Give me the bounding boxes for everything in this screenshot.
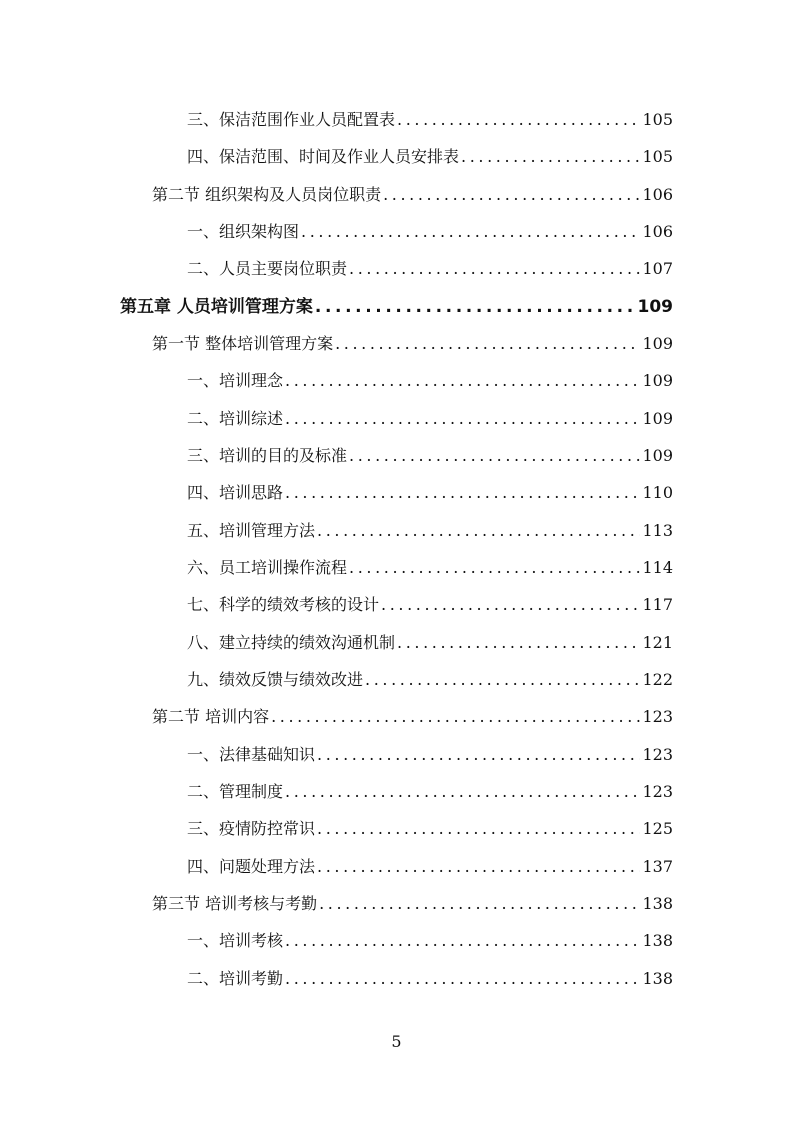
toc-entry-page: 138 — [642, 931, 673, 951]
toc-entry[interactable] — [187, 593, 673, 617]
dot-leader — [301, 220, 640, 244]
toc-entry-title: 三、疫情防控常识 — [187, 819, 316, 839]
dot-leader — [285, 481, 640, 505]
dot-leader — [349, 444, 640, 468]
toc-entry-title: 五、培训管理方法 — [187, 520, 316, 540]
toc-entry-page: 106 — [642, 184, 673, 204]
toc-entry-title: 六、员工培训操作流程 — [187, 557, 348, 577]
toc-entry-page: 123 — [642, 707, 673, 727]
toc-entry-page: 138 — [642, 968, 673, 988]
toc-entry-page: 106 — [642, 221, 673, 241]
toc-entry[interactable] — [187, 780, 673, 804]
toc-entry-page: 137 — [642, 856, 673, 876]
dot-leader — [349, 257, 640, 281]
toc-entry[interactable] — [187, 145, 673, 169]
toc-entry-title: 一、培训考核 — [187, 931, 284, 951]
dot-leader — [285, 967, 640, 991]
dot-leader — [319, 892, 640, 916]
toc-entry-page: 121 — [642, 632, 673, 652]
toc-entry-title: 第五章 人员培训管理方案 — [120, 296, 313, 317]
dot-leader — [461, 145, 640, 169]
toc-entry-title: 三、培训的目的及标准 — [187, 445, 348, 465]
toc-entry-page: 114 — [642, 557, 673, 577]
toc-entry-title: 一、培训理念 — [187, 371, 284, 391]
toc-entry-page: 107 — [642, 259, 673, 279]
toc-entry-title: 二、人员主要岗位职责 — [187, 259, 348, 279]
toc-entry-title: 二、培训考勤 — [187, 968, 284, 988]
toc-entry-title: 二、培训综述 — [187, 408, 284, 428]
dot-leader — [285, 780, 640, 804]
toc-entry-page: 105 — [642, 147, 673, 167]
toc-entry-page: 123 — [642, 744, 673, 764]
toc-entry-page: 123 — [642, 781, 673, 801]
toc-entry-page: 105 — [642, 110, 673, 129]
toc-entry-title: 三、保洁范围作业人员配置表 — [187, 110, 396, 129]
toc-entry[interactable] — [152, 332, 673, 356]
toc-entry-title: 九、绩效反馈与绩效改进 — [187, 669, 364, 689]
toc-entry-page: 110 — [642, 483, 673, 503]
toc-entry[interactable] — [187, 855, 673, 879]
dot-leader — [285, 929, 640, 953]
toc-entry-page: 109 — [642, 445, 673, 465]
dot-leader — [285, 369, 640, 393]
toc-entry[interactable] — [187, 407, 673, 431]
toc-entry-title: 四、保洁范围、时间及作业人员安排表 — [187, 147, 460, 167]
toc-entry-title: 一、法律基础知识 — [187, 744, 316, 764]
dot-leader — [381, 593, 640, 617]
dot-leader — [383, 183, 640, 207]
toc-entry-page: 109 — [642, 371, 673, 391]
toc-entry[interactable] — [187, 967, 673, 991]
toc-entry-title: 第三节 培训考核与考勤 — [152, 893, 318, 913]
toc-entry-page: 122 — [642, 669, 673, 689]
toc-entry[interactable] — [187, 817, 673, 841]
dot-leader — [285, 407, 640, 431]
toc-entry[interactable] — [187, 668, 673, 692]
toc-entry-page: 117 — [642, 595, 673, 615]
toc-entry-title: 二、管理制度 — [187, 781, 284, 801]
toc-entry-title: 八、建立持续的绩效沟通机制 — [187, 632, 396, 652]
toc-entry-title: 第一节 整体培训管理方案 — [152, 333, 334, 353]
dot-leader — [317, 519, 640, 543]
toc-entry[interactable] — [187, 631, 673, 655]
dot-leader — [317, 743, 640, 767]
dot-leader — [397, 631, 640, 655]
toc-entry-page: 113 — [642, 520, 673, 540]
toc-entry[interactable] — [187, 220, 673, 244]
dot-leader — [315, 295, 636, 319]
toc-entry-page: 138 — [642, 893, 673, 913]
toc-entry-title: 四、问题处理方法 — [187, 856, 316, 876]
dot-leader — [349, 556, 640, 580]
toc-entry[interactable] — [187, 519, 673, 543]
toc-entry[interactable] — [187, 108, 673, 132]
toc-entry-title: 第二节 培训内容 — [152, 707, 270, 727]
toc-entry-title: 第二节 组织架构及人员岗位职责 — [152, 184, 382, 204]
dot-leader — [271, 705, 640, 729]
toc-entry[interactable] — [152, 705, 673, 729]
toc-entry-page: 109 — [637, 296, 673, 317]
toc-entry-page: 109 — [642, 333, 673, 353]
toc-entry[interactable] — [187, 257, 673, 281]
toc-entry[interactable] — [187, 444, 673, 468]
dot-leader — [317, 855, 640, 879]
dot-leader — [365, 668, 640, 692]
toc-entry[interactable] — [187, 369, 673, 393]
toc-entry[interactable] — [152, 892, 673, 916]
toc-entry[interactable] — [187, 743, 673, 767]
toc-entry-title: 一、组织架构图 — [187, 221, 300, 241]
toc-entry[interactable] — [120, 295, 673, 319]
toc-entry-page: 125 — [642, 819, 673, 839]
dot-leader — [335, 332, 640, 356]
toc-entry-page: 109 — [642, 408, 673, 428]
toc-entry[interactable] — [187, 556, 673, 580]
toc-entry-title: 四、培训思路 — [187, 483, 284, 503]
page-number: 5 — [391, 1032, 402, 1051]
dot-leader — [397, 108, 640, 132]
toc-entry[interactable] — [187, 929, 673, 953]
toc-entry[interactable] — [187, 481, 673, 505]
dot-leader — [317, 817, 640, 841]
toc-entry-title: 七、科学的绩效考核的设计 — [187, 595, 380, 615]
toc-entry[interactable] — [152, 183, 673, 207]
